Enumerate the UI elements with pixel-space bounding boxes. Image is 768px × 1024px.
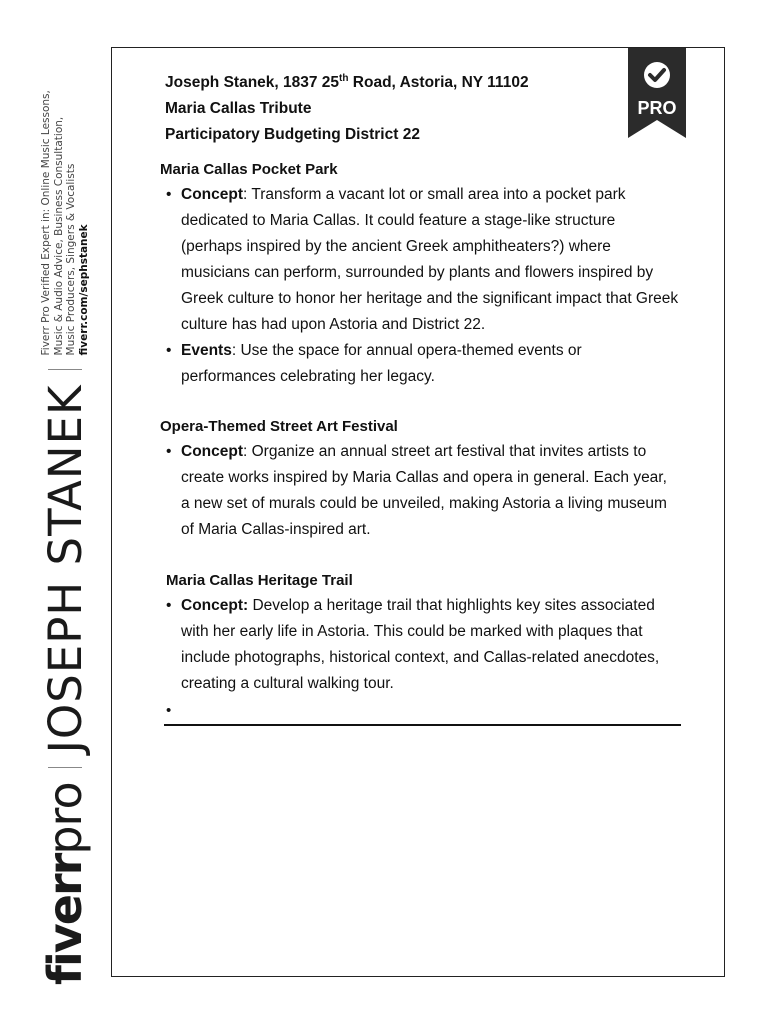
list-item: • Events: Use the space for annual opera-themed events or performances celebrating her legacy. — [164, 338, 679, 390]
badge-label: PRO — [637, 98, 677, 118]
divider — [48, 767, 82, 768]
sidebar-rotated — [30, 65, 100, 985]
section-bullets — [164, 593, 679, 697]
description-line: Music & Audio Advice, Business Consultation, — [52, 116, 65, 356]
description-line: Music Producers, Singers & Vocalists — [65, 163, 77, 356]
header-subtitle: Participatory Budgeting District 22 — [165, 126, 420, 143]
pro-badge — [628, 48, 686, 138]
sidebar-name: JOSEPH STANEK — [38, 384, 92, 754]
header-title: Maria Callas Tribute — [165, 100, 312, 117]
empty-bullet: • — [166, 702, 172, 719]
section-bullets — [164, 182, 679, 390]
logo-bold-text: fiverr — [38, 854, 92, 985]
list-item: • Concept: Transform a vacant lot or small area into a pocket park dedicated to Maria Callas. It could feature a stage-like structure (perhaps inspired by the ancient Greek amphitheaters?) where musicians can perform, surrounded by plants and flowers inspired by Greek culture to honor her heritage and the significant impact that Greek culture has had upon Astoria and District 22. — [164, 182, 679, 338]
sidebar-branding — [0, 0, 110, 1024]
section-title: Maria Callas Heritage Trail — [166, 572, 353, 589]
profile-url[interactable]: fiverr.com/sephstanek — [77, 224, 90, 356]
header-address: Joseph Stanek, 1837 25th Road, Astoria, NY 11102 — [165, 72, 529, 91]
divider — [48, 369, 82, 370]
section-title: Maria Callas Pocket Park — [160, 161, 338, 178]
sidebar-description — [40, 90, 90, 355]
fiverr-pro-logo — [38, 782, 92, 985]
document-header — [165, 70, 529, 148]
section-title: Opera-Themed Street Art Festival — [160, 418, 398, 435]
section-bullets — [164, 439, 679, 543]
logo-light-text: pro — [38, 782, 92, 855]
list-item: • Concept: Develop a heritage trail that highlights key sites associated with her early life in Astoria. This could be marked with plaques that include photographs, historical context, and Callas-related anecdotes, creating a cultural walking tour. — [164, 593, 679, 697]
horizontal-rule — [164, 724, 681, 726]
list-item: • Concept: Organize an annual street art festival that invites artists to create works inspired by Maria Callas and opera in general. Each year, a new set of murals could be unveiled, making Astoria a living museum of Maria Callas-inspired art. — [164, 439, 679, 543]
check-circle-icon — [644, 62, 670, 88]
description-line: Fiverr Pro Verified Expert in: Online Music Lessons, — [40, 90, 52, 356]
